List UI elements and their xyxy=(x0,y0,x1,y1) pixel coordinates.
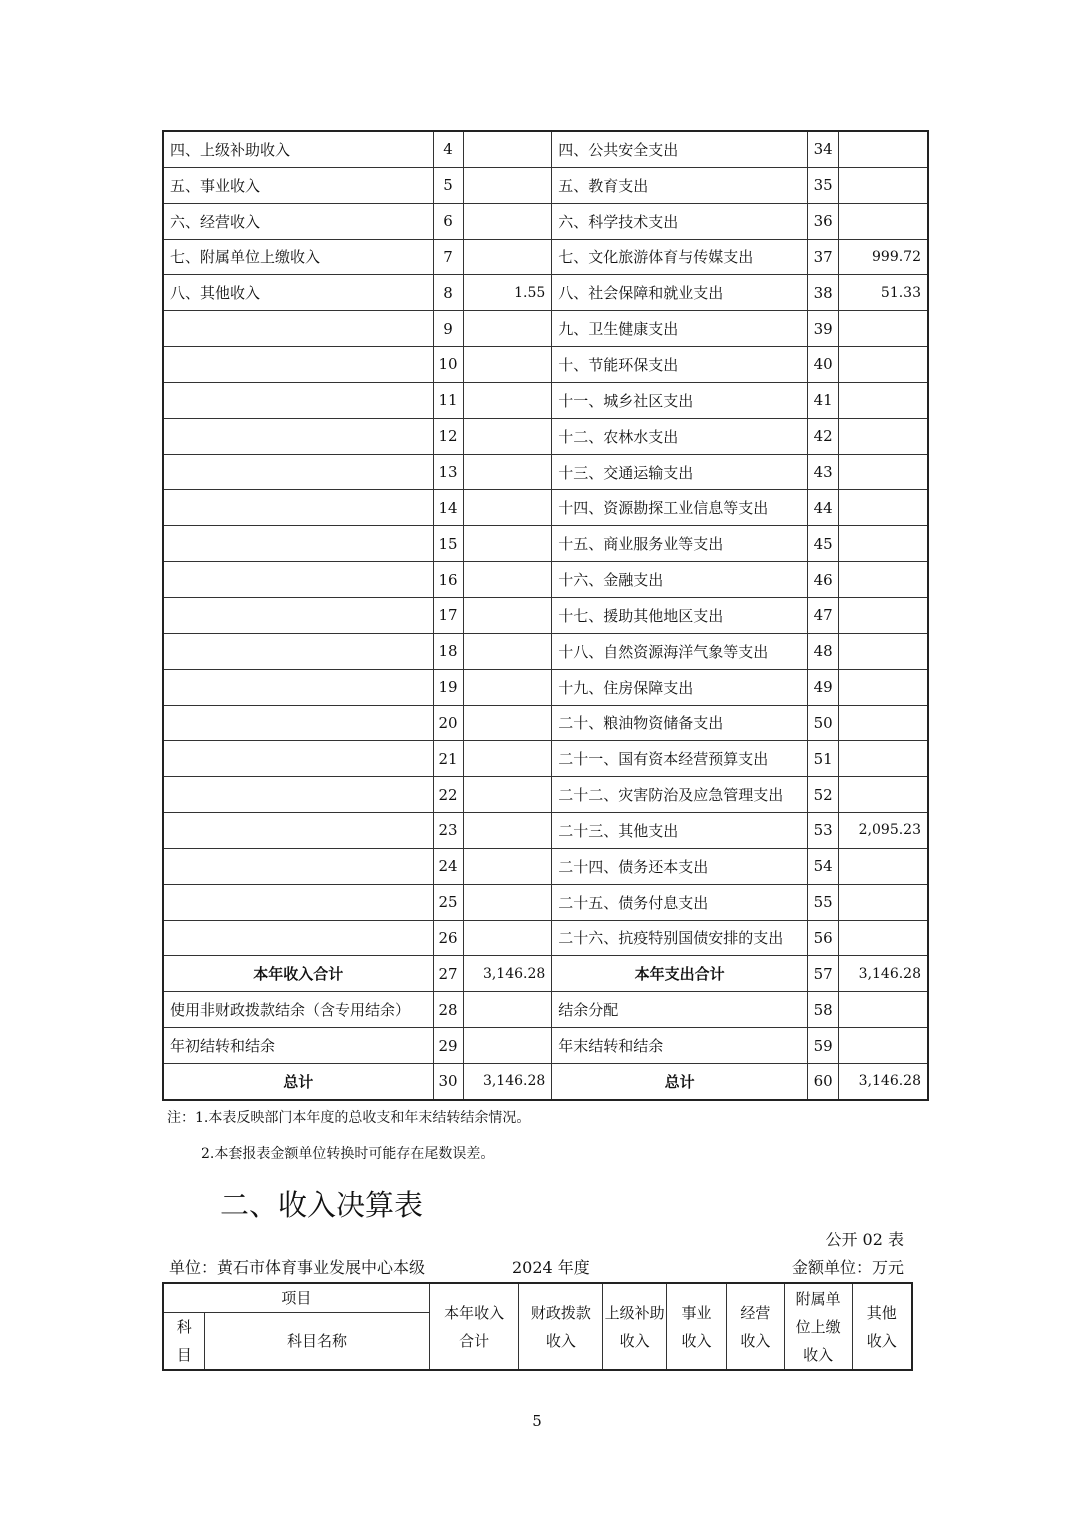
expense-line-no: 57 xyxy=(808,956,839,992)
expense-item: 十、节能环保支出 xyxy=(552,347,808,383)
income-item xyxy=(163,418,433,454)
income-line-no: 17 xyxy=(433,597,463,633)
header-name: 科目名称 xyxy=(205,1313,429,1371)
expense-line-no: 52 xyxy=(808,777,839,813)
income-line-no: 5 xyxy=(433,167,463,203)
expense-amount xyxy=(839,454,928,490)
income-line-no: 9 xyxy=(433,311,463,347)
expense-item: 七、文化旅游体育与传媒支出 xyxy=(552,239,808,275)
income-item: 七、附属单位上缴收入 xyxy=(163,239,433,275)
income-item xyxy=(163,669,433,705)
expense-line-no: 53 xyxy=(808,813,839,849)
table-row xyxy=(163,418,928,454)
income-line-no: 19 xyxy=(433,669,463,705)
table-row xyxy=(163,1063,928,1099)
table-row xyxy=(163,992,928,1028)
expense-line-no: 58 xyxy=(808,992,839,1028)
income-line-no: 23 xyxy=(433,813,463,849)
expense-amount: 51.33 xyxy=(839,275,928,311)
expense-line-no: 38 xyxy=(808,275,839,311)
income-line-no: 29 xyxy=(433,1028,463,1064)
expense-line-no: 39 xyxy=(808,311,839,347)
header-code: 科 目 xyxy=(163,1313,205,1371)
income-amount xyxy=(463,705,552,741)
income-item xyxy=(163,490,433,526)
expense-amount xyxy=(839,1028,928,1064)
income-amount: 3,146.28 xyxy=(463,1063,552,1099)
expense-amount xyxy=(839,741,928,777)
table-row xyxy=(163,275,928,311)
income-line-no: 27 xyxy=(433,956,463,992)
table-row xyxy=(163,813,928,849)
expense-line-no: 59 xyxy=(808,1028,839,1064)
header-col: 附属单 位上缴 收入 xyxy=(784,1283,852,1370)
income-amount xyxy=(463,418,552,454)
page-number: 5 xyxy=(532,1412,542,1430)
expense-item: 八、社会保障和就业支出 xyxy=(552,275,808,311)
income-line-no: 7 xyxy=(433,239,463,275)
expense-item: 十七、援助其他地区支出 xyxy=(552,597,808,633)
income-item: 四、上级补助收入 xyxy=(163,131,433,167)
table-row xyxy=(163,454,928,490)
note-2: 2.本套报表金额单位转换时可能存在尾数误差。 xyxy=(201,1146,495,1162)
table-row xyxy=(163,490,928,526)
income-amount xyxy=(463,992,552,1028)
income-amount xyxy=(463,526,552,562)
expense-line-no: 44 xyxy=(808,490,839,526)
income-line-no: 6 xyxy=(433,203,463,239)
income-amount xyxy=(463,597,552,633)
table-row xyxy=(163,884,928,920)
expense-amount xyxy=(839,597,928,633)
table-row xyxy=(163,526,928,562)
table-row xyxy=(163,382,928,418)
expense-line-no: 45 xyxy=(808,526,839,562)
income-amount xyxy=(463,562,552,598)
income-line-no: 13 xyxy=(433,454,463,490)
expense-line-no: 41 xyxy=(808,382,839,418)
income-line-no: 8 xyxy=(433,275,463,311)
expense-item: 二十五、债务付息支出 xyxy=(552,884,808,920)
income-amount xyxy=(463,490,552,526)
income-amount xyxy=(463,167,552,203)
expense-line-no: 42 xyxy=(808,418,839,454)
income-item xyxy=(163,347,433,383)
income-amount xyxy=(463,884,552,920)
header-col: 事业 收入 xyxy=(667,1283,727,1370)
expense-line-no: 56 xyxy=(808,920,839,956)
expense-item: 二十六、抗疫特别国债安排的支出 xyxy=(552,920,808,956)
table-row xyxy=(163,347,928,383)
table-row xyxy=(163,920,928,956)
expense-item: 十五、商业服务业等支出 xyxy=(552,526,808,562)
expense-item: 年末结转和结余 xyxy=(552,1028,808,1064)
expense-amount: 999.72 xyxy=(839,239,928,275)
income-table-header xyxy=(162,1282,913,1371)
income-amount xyxy=(463,131,552,167)
expense-item: 结余分配 xyxy=(552,992,808,1028)
table-row xyxy=(163,597,928,633)
income-item xyxy=(163,454,433,490)
income-item: 八、其他收入 xyxy=(163,275,433,311)
income-line-no: 15 xyxy=(433,526,463,562)
expense-amount: 3,146.28 xyxy=(839,956,928,992)
income-item xyxy=(163,777,433,813)
income-item: 使用非财政拨款结余（含专用结余） xyxy=(163,992,433,1028)
table-row xyxy=(163,1028,928,1064)
expense-item: 二十三、其他支出 xyxy=(552,813,808,849)
income-amount xyxy=(463,848,552,884)
income-item xyxy=(163,311,433,347)
income-item: 本年收入合计 xyxy=(163,956,433,992)
income-line-no: 28 xyxy=(433,992,463,1028)
expense-item: 五、教育支出 xyxy=(552,167,808,203)
income-amount xyxy=(463,347,552,383)
income-amount xyxy=(463,633,552,669)
expense-line-no: 43 xyxy=(808,454,839,490)
expense-line-no: 51 xyxy=(808,741,839,777)
expense-line-no: 36 xyxy=(808,203,839,239)
expense-item: 总计 xyxy=(552,1063,808,1099)
income-amount xyxy=(463,454,552,490)
income-item xyxy=(163,562,433,598)
expense-line-no: 50 xyxy=(808,705,839,741)
income-item xyxy=(163,920,433,956)
table-row xyxy=(163,311,928,347)
expense-item: 本年支出合计 xyxy=(552,956,808,992)
income-line-no: 24 xyxy=(433,848,463,884)
expense-line-no: 47 xyxy=(808,597,839,633)
expense-amount xyxy=(839,311,928,347)
income-amount xyxy=(463,382,552,418)
expense-item: 二十二、灾害防治及应急管理支出 xyxy=(552,777,808,813)
expense-amount xyxy=(839,992,928,1028)
income-item: 年初结转和结余 xyxy=(163,1028,433,1064)
table-row xyxy=(163,167,928,203)
table-row xyxy=(163,848,928,884)
table-row xyxy=(163,956,928,992)
expense-amount xyxy=(839,347,928,383)
income-expenditure-table xyxy=(162,130,929,1101)
expense-line-no: 35 xyxy=(808,167,839,203)
expense-item: 十六、金融支出 xyxy=(552,562,808,598)
header-item: 项目 xyxy=(163,1283,429,1313)
income-item xyxy=(163,848,433,884)
expense-amount xyxy=(839,490,928,526)
income-line-no: 21 xyxy=(433,741,463,777)
expense-line-no: 55 xyxy=(808,884,839,920)
table-row xyxy=(163,705,928,741)
expense-amount xyxy=(839,526,928,562)
income-amount: 3,146.28 xyxy=(463,956,552,992)
income-item xyxy=(163,597,433,633)
note-1: 注：1.本表反映部门本年度的总收支和年末结转结余情况。 xyxy=(167,1110,531,1126)
expense-item: 十一、城乡社区支出 xyxy=(552,382,808,418)
expense-amount xyxy=(839,167,928,203)
expense-amount xyxy=(839,203,928,239)
table-row xyxy=(163,131,928,167)
table-number: 公开 02 表 xyxy=(825,1230,904,1249)
expense-item: 十九、住房保障支出 xyxy=(552,669,808,705)
table-row xyxy=(163,777,928,813)
expense-item: 十三、交通运输支出 xyxy=(552,454,808,490)
income-amount xyxy=(463,203,552,239)
income-line-no: 11 xyxy=(433,382,463,418)
expense-item: 十八、自然资源海洋气象等支出 xyxy=(552,633,808,669)
income-item xyxy=(163,382,433,418)
expense-amount xyxy=(839,884,928,920)
income-item xyxy=(163,526,433,562)
income-amount xyxy=(463,920,552,956)
income-line-no: 14 xyxy=(433,490,463,526)
income-amount xyxy=(463,311,552,347)
header-col: 经营 收入 xyxy=(726,1283,784,1370)
income-line-no: 18 xyxy=(433,633,463,669)
income-item xyxy=(163,705,433,741)
expense-amount: 3,146.28 xyxy=(839,1063,928,1099)
income-amount xyxy=(463,239,552,275)
income-line-no: 10 xyxy=(433,347,463,383)
expense-amount xyxy=(839,131,928,167)
income-item: 五、事业收入 xyxy=(163,167,433,203)
header-col: 上级补助 收入 xyxy=(603,1283,667,1370)
year-label: 2024 年度 xyxy=(512,1258,590,1277)
income-line-no: 25 xyxy=(433,884,463,920)
expense-item: 二十四、债务还本支出 xyxy=(552,848,808,884)
expense-item: 四、公共安全支出 xyxy=(552,131,808,167)
income-amount: 1.55 xyxy=(463,275,552,311)
header-col: 其他 收入 xyxy=(852,1283,912,1370)
expense-item: 九、卫生健康支出 xyxy=(552,311,808,347)
expense-line-no: 49 xyxy=(808,669,839,705)
table-row xyxy=(163,203,928,239)
income-line-no: 26 xyxy=(433,920,463,956)
income-item xyxy=(163,813,433,849)
amount-unit-label: 金额单位：万元 xyxy=(791,1258,904,1277)
expense-line-no: 54 xyxy=(808,848,839,884)
expense-item: 二十一、国有资本经营预算支出 xyxy=(552,741,808,777)
expense-amount xyxy=(839,777,928,813)
expense-item: 十四、资源勘探工业信息等支出 xyxy=(552,490,808,526)
income-item: 六、经营收入 xyxy=(163,203,433,239)
unit-label: 单位：黄石市体育事业发展中心本级 xyxy=(169,1258,426,1277)
expense-item: 十二、农林水支出 xyxy=(552,418,808,454)
income-amount xyxy=(463,1028,552,1064)
income-item xyxy=(163,633,433,669)
income-item: 总计 xyxy=(163,1063,433,1099)
income-amount xyxy=(463,669,552,705)
income-item xyxy=(163,884,433,920)
expense-amount xyxy=(839,848,928,884)
income-line-no: 20 xyxy=(433,705,463,741)
income-line-no: 16 xyxy=(433,562,463,598)
table-row xyxy=(163,562,928,598)
expense-line-no: 37 xyxy=(808,239,839,275)
income-item xyxy=(163,741,433,777)
expense-amount xyxy=(839,669,928,705)
section-title: 二、收入决算表 xyxy=(220,1188,424,1222)
expense-line-no: 60 xyxy=(808,1063,839,1099)
expense-line-no: 48 xyxy=(808,633,839,669)
income-amount xyxy=(463,777,552,813)
expense-line-no: 40 xyxy=(808,347,839,383)
income-amount xyxy=(463,741,552,777)
expense-amount xyxy=(839,633,928,669)
header-col: 财政拨款 收入 xyxy=(519,1283,603,1370)
table-row xyxy=(163,633,928,669)
expense-line-no: 34 xyxy=(808,131,839,167)
income-line-no: 12 xyxy=(433,418,463,454)
table-row xyxy=(163,741,928,777)
income-line-no: 4 xyxy=(433,131,463,167)
expense-item: 二十、粮油物资储备支出 xyxy=(552,705,808,741)
expense-line-no: 46 xyxy=(808,562,839,598)
expense-amount xyxy=(839,920,928,956)
table-row xyxy=(163,669,928,705)
income-amount xyxy=(463,813,552,849)
expense-amount xyxy=(839,705,928,741)
header-col: 本年收入 合计 xyxy=(429,1283,519,1370)
expense-amount xyxy=(839,562,928,598)
income-line-no: 22 xyxy=(433,777,463,813)
expense-amount xyxy=(839,418,928,454)
table-row xyxy=(163,239,928,275)
expense-amount xyxy=(839,382,928,418)
expense-item: 六、科学技术支出 xyxy=(552,203,808,239)
income-line-no: 30 xyxy=(433,1063,463,1099)
expense-amount: 2,095.23 xyxy=(839,813,928,849)
